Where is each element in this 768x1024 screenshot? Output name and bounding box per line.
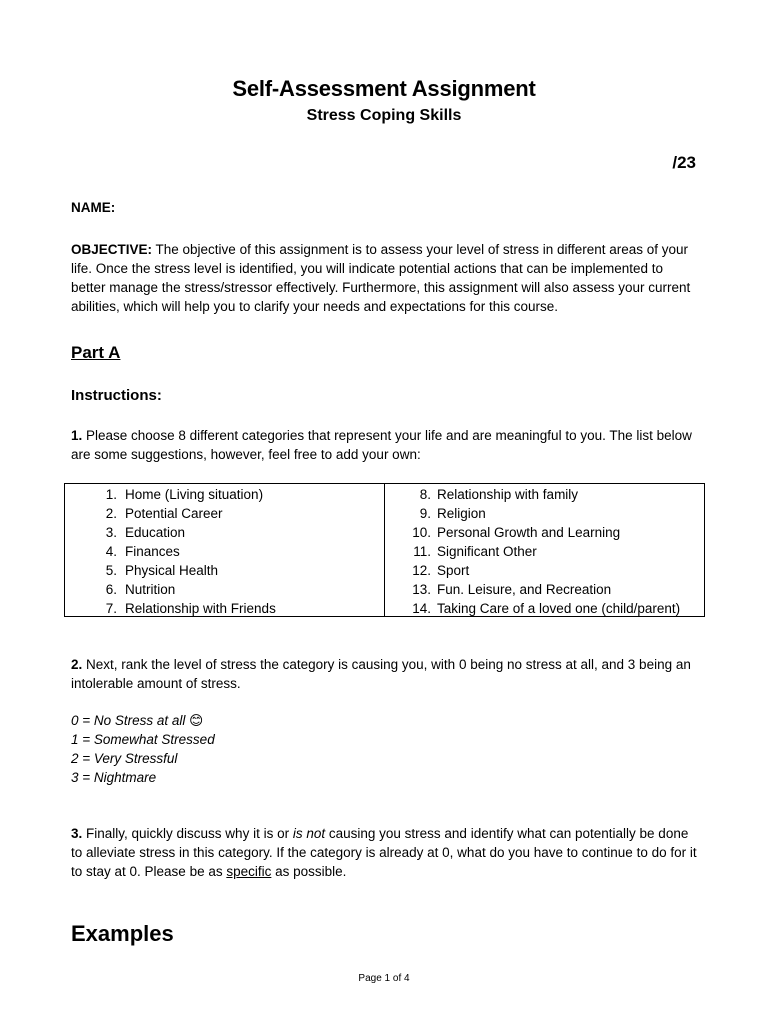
category-item [385,580,704,599]
category-number: 1. [105,487,117,502]
category-label: Potential Career [125,506,223,521]
step-3-text-italic: is not [292,826,326,841]
category-item [65,561,384,580]
category-label: Sport [437,563,470,578]
category-table [64,483,705,617]
category-number: 7. [105,601,117,616]
category-number: 13. [412,582,431,597]
step-3-text-b: causing you stress and identify what can potentially be done to alleviate stress in this category. If the category is already at 0, what do you have to continue to do for it to stay at 0. Please be as [71,826,697,879]
examples-heading: Examples [71,921,174,946]
step-1-paragraph [71,426,699,464]
category-label: Religion [437,506,486,521]
category-column-left [65,484,385,616]
category-label: Education [125,525,186,540]
objective-paragraph [71,240,699,316]
stress-scale-item: 0 = No Stress at all 😊 [71,713,204,728]
category-number: 11. [413,544,431,559]
category-label: Finances [125,544,180,559]
category-label: Relationship with family [437,487,579,502]
category-label: Taking Care of a loved one (child/parent) [437,601,681,616]
stress-scale-list [71,711,215,787]
part-a-heading: Part A [71,343,121,362]
document-subtitle: Stress Coping Skills [306,107,462,124]
category-column-right [385,484,704,616]
name-label: NAME: [71,200,116,215]
category-item [385,542,704,561]
category-number: 5. [105,563,117,578]
category-item [385,561,704,580]
stress-scale-item: 2 = Very Stressful [71,751,178,766]
category-item [385,523,704,542]
instructions-heading: Instructions: [71,387,162,404]
step-3-text-underline: specific [226,864,272,879]
score-total: /23 [672,153,696,172]
step-2-number: 2. [71,657,83,672]
category-label: Relationship with Friends [125,601,276,616]
category-label: Significant Other [437,544,537,559]
step-3-number: 3. [71,826,83,841]
step-3-paragraph [71,824,699,881]
category-label: Physical Health [125,563,219,578]
category-label: Home (Living situation) [125,487,264,502]
step-2-text: Next, rank the level of stress the category is causing you, with 0 being no stress at all, and 3 being an intolerable amount of stress. [71,657,691,691]
category-label: Nutrition [125,582,176,597]
page-number-footer: Page 1 of 4 [358,973,410,984]
step-3-text-a: Finally, quickly discuss why it is or [82,826,293,841]
objective-text: The objective of this assignment is to assess your level of stress in different areas of your life. Once the stress level is identified, you will indicate potential actions that can be implemented to better manage the stress/stressor effectively. Furthermore, this assignment will also assess your current abilities, which will help you to clarify your needs and expectations for this course. [71,242,691,314]
step-3-text-c: as possible. [271,864,347,879]
category-label: Personal Growth and Learning [437,525,621,540]
category-item [65,542,384,561]
category-number: 8. [419,487,431,502]
category-item [385,599,704,618]
category-item [65,504,384,523]
objective-label: OBJECTIVE: [71,242,153,257]
category-number: 2. [105,506,117,521]
stress-scale-item: 1 = Somewhat Stressed [71,732,215,747]
step-1-text: Please choose 8 different categories that represent your life and are meaningful to you. The list below are some suggestions, however, feel free to add your own: [71,428,692,462]
category-number: 14. [412,601,431,616]
category-item [385,504,704,523]
category-item [65,485,384,504]
category-number: 4. [105,544,117,559]
document-title: Self-Assessment Assignment [232,76,536,101]
category-item [65,599,384,618]
category-label: Fun. Leisure, and Recreation [437,582,612,597]
category-number: 10. [412,525,431,540]
category-number: 3. [105,525,117,540]
category-item [385,485,704,504]
stress-scale-item: 3 = Nightmare [71,770,157,785]
category-number: 9. [419,506,431,521]
category-item [65,523,384,542]
step-2-paragraph [71,655,699,693]
category-number: 6. [105,582,117,597]
step-1-number: 1. [71,428,83,443]
category-number: 12. [412,563,431,578]
category-item [65,580,384,599]
